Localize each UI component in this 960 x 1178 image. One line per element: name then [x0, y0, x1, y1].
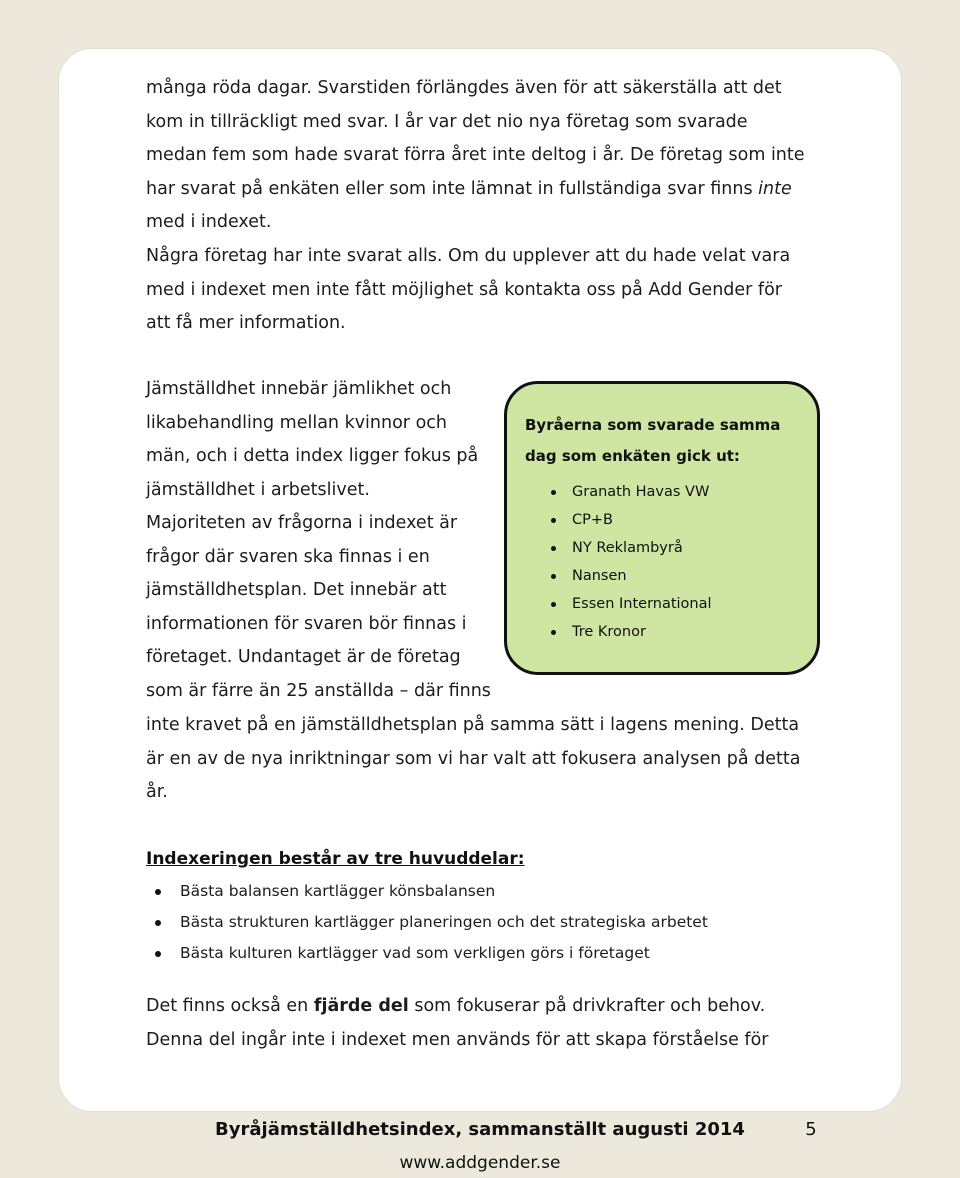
equality-continued-paragraph: [146, 709, 826, 810]
text-segment: som fokuserar på drivkrafter och behov.: [408, 996, 766, 1016]
index-parts-list: [146, 876, 708, 969]
text-line: företaget. Undantaget är de företag: [146, 647, 461, 667]
agency-item: Essen International: [541, 590, 801, 618]
text-line: Denna del ingår inte i indexet men används för att skapa förståelse för: [146, 1029, 769, 1050]
equality-paragraph: [146, 373, 526, 708]
footer-url: www.addgender.se: [399, 1153, 561, 1173]
agency-item: Tre Kronor: [541, 618, 801, 646]
index-part-item: Bästa kulturen kartlägger vad som verkligen görs i företaget: [146, 938, 708, 969]
fourth-part-paragraph: [146, 990, 826, 1057]
text-line: informationen för svaren bör finnas i: [146, 613, 467, 634]
callout-title-line: dag som enkäten gick ut:: [525, 447, 740, 465]
index-part-item: Bästa balansen kartlägger könsbalansen: [146, 876, 708, 907]
contact-paragraph: [146, 240, 826, 341]
text-segment: har svarat på enkäten eller som inte lämnat in fullständiga svar finns: [146, 178, 759, 199]
agency-item: NY Reklambyrå: [541, 534, 801, 562]
text-line: [146, 990, 826, 1024]
text-line: jämställdhetsplan. Det innebär att: [146, 580, 447, 600]
text-line: inte kravet på en jämställdhetsplan på samma sätt i lagens mening. Detta: [146, 715, 800, 735]
index-part-item: Bästa strukturen kartlägger planeringen och det strategiska arbetet: [146, 907, 708, 938]
text-line: med i indexet men inte fått möjlighet så kontakta oss på Add Gender för: [146, 279, 782, 300]
index-parts-heading: Indexeringen består av tre huvuddelar:: [146, 849, 525, 869]
page-number: 5: [805, 1119, 817, 1140]
text-line: att få mer information.: [146, 313, 346, 333]
intro-paragraph: [146, 72, 826, 240]
bold-text: fjärde del: [313, 996, 409, 1016]
agencies-callout-box: [504, 381, 820, 675]
text-line: jämställdhet i arbetslivet.: [146, 479, 370, 500]
text-line: frågor där svaren ska finnas i en: [146, 546, 430, 567]
text-line: män, och i detta index ligger fokus på: [146, 446, 479, 466]
text-line: likabehandling mellan kvinnor och: [146, 412, 447, 433]
text-line: som är färre än 25 anställda – där finns: [146, 680, 491, 701]
text-line: år.: [146, 782, 168, 802]
emphasis-text: inte: [758, 178, 792, 199]
callout-title-line: Byråerna som svarade samma: [525, 416, 781, 434]
agency-item: Granath Havas VW: [541, 478, 801, 506]
agency-item: Nansen: [541, 562, 801, 590]
text-line: med i indexet.: [146, 212, 272, 232]
text-line: Majoriteten av frågorna i indexet är: [146, 513, 458, 533]
text-line: Några företag har inte svarat alls. Om du upplever att du hade velat vara: [146, 246, 791, 266]
text-line: kom in tillräckligt med svar. I år var det nio nya företag som svarade: [146, 111, 748, 132]
text-line: många röda dagar. Svarstiden förlängdes även för att säkerställa att det: [146, 78, 782, 98]
text-line: medan fem som hade svarat förra året inte deltog i år. De företag som inte: [146, 145, 805, 165]
text-line: är en av de nya inriktningar som vi har valt att fokusera analysen på detta: [146, 748, 801, 769]
agency-list: [525, 478, 801, 646]
text-segment: Det finns också en: [146, 996, 314, 1016]
callout-title: [525, 410, 801, 472]
footer-title: Byråjämställdhetsindex, sammanställt augusti 2014: [215, 1119, 745, 1140]
text-line: [146, 173, 826, 207]
text-line: Jämställdhet innebär jämlikhet och: [146, 379, 452, 399]
agency-item: CP+B: [541, 506, 801, 534]
